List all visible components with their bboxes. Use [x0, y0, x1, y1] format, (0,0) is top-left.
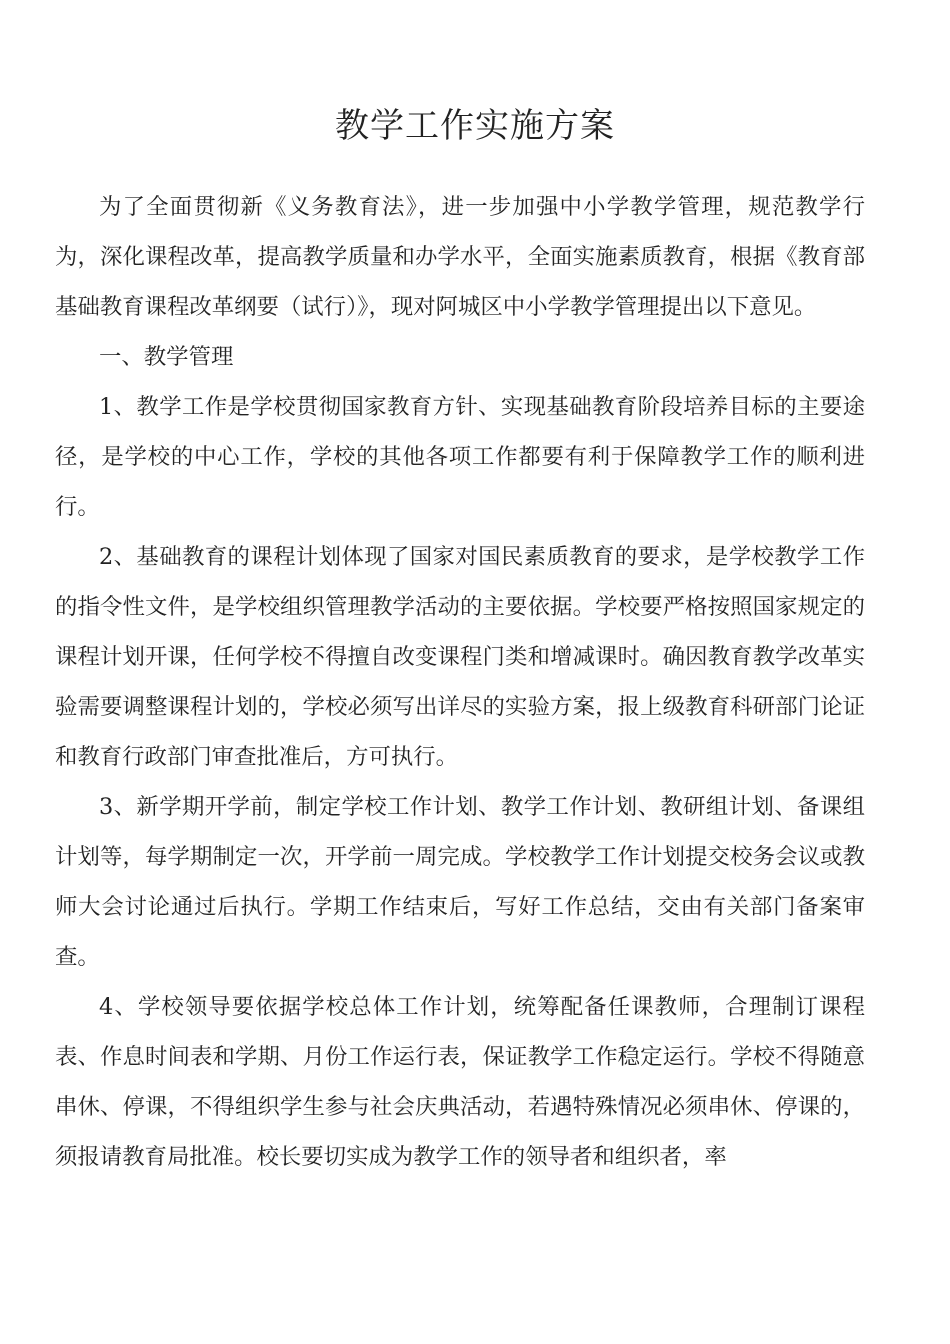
paragraph-item-2: 2、基础教育的课程计划体现了国家对国民素质教育的要求，是学校教学工作的指令性文件，是学校组织管理教学活动的主要依据。学校要严格按照国家规定的课程计划开课，任何学校不得擅自改变课程门类和增减课时。确因教育教学改革实验需要调整课程计划的，学校必须写出详尽的实验方案，报上级教育科研部门论证和教育行政部门审查批准后，方可执行。: [55, 544, 865, 770]
paragraph-intro: 为了全面贯彻新《义务教育法》，进一步加强中小学教学管理，规范教学行为，深化课程改革，提高教学质量和办学水平，全面实施素质教育，根据《教育部基础教育课程改革纲要（试行）》，现对阿城区中小学教学管理提出以下意见。: [55, 194, 865, 320]
document-body: [55, 182, 865, 1182]
paragraph-item-4: 4、学校领导要依据学校总体工作计划，统筹配备任课教师，合理制订课程表、作息时间表和学期、月份工作运行表，保证教学工作稳定运行。学校不得随意串休、停课，不得组织学生参与社会庆典活动，若遇特殊情况必须串休、停课的，须报请教育局批准。校长要切实成为教学工作的领导者和组织者，率: [55, 994, 865, 1170]
paragraph-item-1: 1、教学工作是学校贯彻国家教育方针、实现基础教育阶段培养目标的主要途径，是学校的中心工作，学校的其他各项工作都要有利于保障教学工作的顺利进行。: [55, 394, 865, 520]
paragraph-item-3: 3、新学期开学前，制定学校工作计划、教学工作计划、教研组计划、备课组计划等，每学期制定一次，开学前一周完成。学校教学工作计划提交校务会议或教师大会讨论通过后执行。学期工作结束后，写好工作总结，交由有关部门备案审查。: [55, 794, 865, 970]
section-heading-teaching-management: 一、教学管理: [99, 344, 234, 370]
document-title: 教学工作实施方案: [335, 106, 615, 146]
